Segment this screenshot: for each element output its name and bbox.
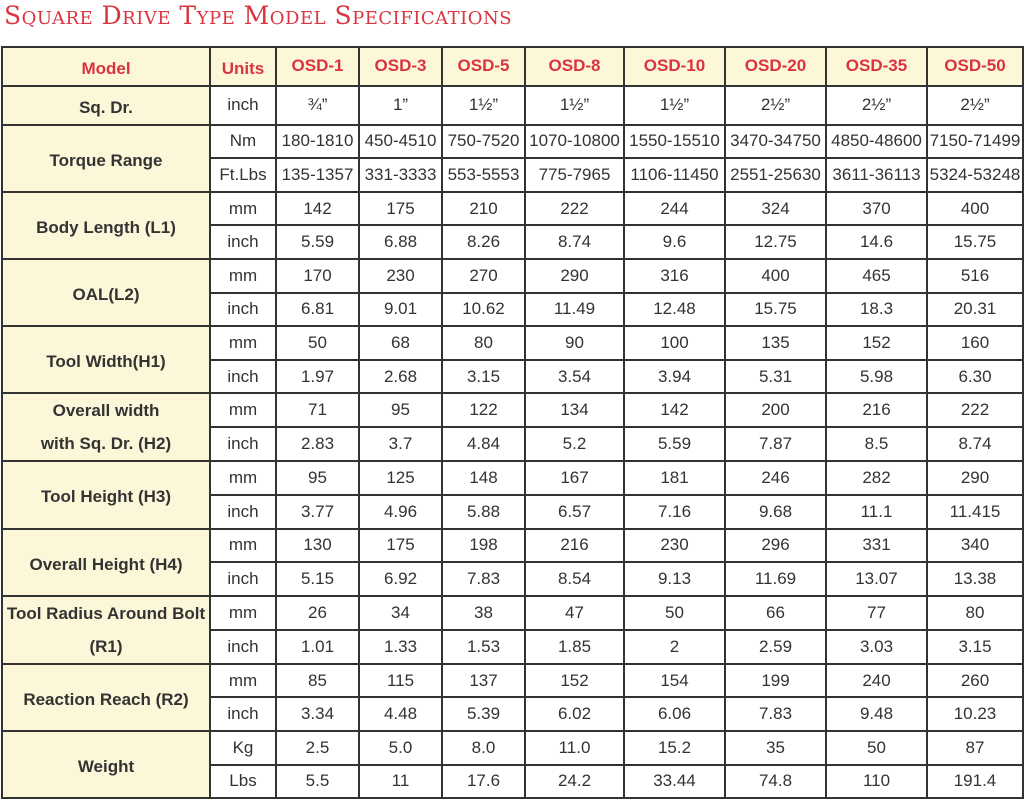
- value-cell: 47: [525, 596, 624, 630]
- value-cell: 230: [624, 529, 725, 563]
- header-model-osd-8: OSD-8: [525, 47, 624, 86]
- value-cell: 11.49: [525, 293, 624, 327]
- value-cell: 100: [624, 326, 725, 360]
- value-cell: 80: [442, 326, 525, 360]
- value-cell: 68: [359, 326, 442, 360]
- value-cell: 154: [624, 664, 725, 698]
- header-units: Units: [210, 47, 276, 86]
- parameter-label: Tool Width(H1): [2, 326, 210, 393]
- value-cell: 10.62: [442, 293, 525, 327]
- value-cell: 6.88: [359, 225, 442, 259]
- value-cell: 4.84: [442, 427, 525, 461]
- value-cell: 7.16: [624, 495, 725, 529]
- value-cell: 122: [442, 393, 525, 427]
- value-cell: 6.02: [525, 697, 624, 731]
- value-cell: 7.87: [725, 427, 826, 461]
- value-cell: 11: [359, 765, 442, 799]
- value-cell: 66: [725, 596, 826, 630]
- value-cell: 200: [725, 393, 826, 427]
- value-cell: 5.88: [442, 495, 525, 529]
- value-cell: 3.77: [276, 495, 359, 529]
- value-cell: 6.30: [927, 360, 1023, 394]
- unit-cell: inch: [210, 697, 276, 731]
- value-cell: 71: [276, 393, 359, 427]
- unit-cell: mm: [210, 529, 276, 563]
- table-row: [2, 596, 1023, 630]
- value-cell: 5.0: [359, 731, 442, 765]
- parameter-label-line2: with Sq. Dr. (H2): [40, 434, 172, 454]
- value-cell: 5.59: [276, 225, 359, 259]
- value-cell: 2½”: [927, 86, 1023, 125]
- value-cell: 3.15: [927, 630, 1023, 664]
- value-cell: 135: [725, 326, 826, 360]
- value-cell: 290: [525, 259, 624, 293]
- value-cell: 6.06: [624, 697, 725, 731]
- value-cell: 450-4510: [359, 125, 442, 159]
- value-cell: 17.6: [442, 765, 525, 799]
- value-cell: 216: [525, 529, 624, 563]
- value-cell: 13.07: [826, 562, 927, 596]
- value-cell: 3611-36113: [826, 158, 927, 192]
- value-cell: 3.54: [525, 360, 624, 394]
- value-cell: 400: [725, 259, 826, 293]
- value-cell: 3.94: [624, 360, 725, 394]
- value-cell: 240: [826, 664, 927, 698]
- value-cell: 222: [927, 393, 1023, 427]
- value-cell: 331-3333: [359, 158, 442, 192]
- value-cell: 7.83: [725, 697, 826, 731]
- value-cell: 175: [359, 529, 442, 563]
- value-cell: 5324-53248: [927, 158, 1023, 192]
- value-cell: 15.2: [624, 731, 725, 765]
- value-cell: 15.75: [927, 225, 1023, 259]
- value-cell: 516: [927, 259, 1023, 293]
- value-cell: 191.4: [927, 765, 1023, 799]
- header-model: Model: [2, 47, 210, 86]
- parameter-label: Torque Range: [2, 125, 210, 192]
- value-cell: 9.13: [624, 562, 725, 596]
- value-cell: 1”: [359, 86, 442, 125]
- unit-cell: mm: [210, 259, 276, 293]
- value-cell: 1.53: [442, 630, 525, 664]
- value-cell: 12.75: [725, 225, 826, 259]
- value-cell: 5.31: [725, 360, 826, 394]
- unit-cell: mm: [210, 393, 276, 427]
- value-cell: 316: [624, 259, 725, 293]
- value-cell: 5.39: [442, 697, 525, 731]
- value-cell: 1½”: [624, 86, 725, 125]
- value-cell: 175: [359, 192, 442, 226]
- value-cell: 1070-10800: [525, 125, 624, 159]
- value-cell: 3470-34750: [725, 125, 826, 159]
- table-row: [2, 86, 1023, 125]
- value-cell: 6.92: [359, 562, 442, 596]
- value-cell: 290: [927, 461, 1023, 495]
- parameter-label-line2: (R1): [89, 636, 123, 656]
- value-cell: 152: [525, 664, 624, 698]
- value-cell: 50: [624, 596, 725, 630]
- value-cell: 2.83: [276, 427, 359, 461]
- value-cell: 9.6: [624, 225, 725, 259]
- table-row: [2, 259, 1023, 293]
- header-model-osd-35: OSD-35: [826, 47, 927, 86]
- value-cell: 7150-71499: [927, 125, 1023, 159]
- value-cell: 34: [359, 596, 442, 630]
- value-cell: 137: [442, 664, 525, 698]
- parameter-label: Body Length (L1): [2, 192, 210, 259]
- value-cell: 20.31: [927, 293, 1023, 327]
- value-cell: 260: [927, 664, 1023, 698]
- unit-cell: mm: [210, 461, 276, 495]
- value-cell: 130: [276, 529, 359, 563]
- value-cell: 24.2: [525, 765, 624, 799]
- value-cell: 2½”: [725, 86, 826, 125]
- unit-cell: Nm: [210, 125, 276, 159]
- value-cell: 11.1: [826, 495, 927, 529]
- value-cell: ¾”: [276, 86, 359, 125]
- value-cell: 148: [442, 461, 525, 495]
- value-cell: 50: [826, 731, 927, 765]
- value-cell: 6.81: [276, 293, 359, 327]
- value-cell: 90: [525, 326, 624, 360]
- header-model-osd-10: OSD-10: [624, 47, 725, 86]
- value-cell: 3.15: [442, 360, 525, 394]
- value-cell: 282: [826, 461, 927, 495]
- value-cell: 87: [927, 731, 1023, 765]
- value-cell: 9.48: [826, 697, 927, 731]
- value-cell: 80: [927, 596, 1023, 630]
- value-cell: 8.5: [826, 427, 927, 461]
- table-row: [2, 731, 1023, 765]
- unit-cell: inch: [210, 562, 276, 596]
- value-cell: 115: [359, 664, 442, 698]
- unit-cell: inch: [210, 86, 276, 125]
- value-cell: 8.74: [927, 427, 1023, 461]
- value-cell: 1.97: [276, 360, 359, 394]
- table-row: [2, 529, 1023, 563]
- unit-cell: mm: [210, 596, 276, 630]
- value-cell: 222: [525, 192, 624, 226]
- header-model-osd-1: OSD-1: [276, 47, 359, 86]
- value-cell: 3.7: [359, 427, 442, 461]
- value-cell: 9.68: [725, 495, 826, 529]
- value-cell: 8.0: [442, 731, 525, 765]
- value-cell: 74.8: [725, 765, 826, 799]
- parameter-label: [2, 393, 210, 461]
- value-cell: 8.54: [525, 562, 624, 596]
- value-cell: 2.68: [359, 360, 442, 394]
- value-cell: 8.26: [442, 225, 525, 259]
- header-model-osd-3: OSD-3: [359, 47, 442, 86]
- value-cell: 2.59: [725, 630, 826, 664]
- value-cell: 110: [826, 765, 927, 799]
- value-cell: 244: [624, 192, 725, 226]
- value-cell: 3.03: [826, 630, 927, 664]
- table-row: [2, 326, 1023, 360]
- value-cell: 1550-15510: [624, 125, 725, 159]
- value-cell: 4.96: [359, 495, 442, 529]
- value-cell: 2½”: [826, 86, 927, 125]
- value-cell: 5.5: [276, 765, 359, 799]
- value-cell: 296: [725, 529, 826, 563]
- value-cell: 14.6: [826, 225, 927, 259]
- value-cell: 142: [276, 192, 359, 226]
- specifications-table: [1, 46, 1024, 799]
- value-cell: 181: [624, 461, 725, 495]
- value-cell: 7.83: [442, 562, 525, 596]
- unit-cell: inch: [210, 360, 276, 394]
- value-cell: 160: [927, 326, 1023, 360]
- value-cell: 77: [826, 596, 927, 630]
- value-cell: 38: [442, 596, 525, 630]
- value-cell: 170: [276, 259, 359, 293]
- unit-cell: Ft.Lbs: [210, 158, 276, 192]
- value-cell: 5.15: [276, 562, 359, 596]
- table-row: [2, 393, 1023, 427]
- value-cell: 1½”: [525, 86, 624, 125]
- parameter-label: Tool Height (H3): [2, 461, 210, 528]
- value-cell: 1½”: [442, 86, 525, 125]
- value-cell: 1106-11450: [624, 158, 725, 192]
- table-row: [2, 664, 1023, 698]
- value-cell: 18.3: [826, 293, 927, 327]
- unit-cell: mm: [210, 326, 276, 360]
- table-row: [2, 192, 1023, 226]
- value-cell: 2551-25630: [725, 158, 826, 192]
- unit-cell: inch: [210, 427, 276, 461]
- value-cell: 95: [359, 393, 442, 427]
- value-cell: 553-5553: [442, 158, 525, 192]
- value-cell: 167: [525, 461, 624, 495]
- unit-cell: Kg: [210, 731, 276, 765]
- value-cell: 85: [276, 664, 359, 698]
- value-cell: 230: [359, 259, 442, 293]
- value-cell: 152: [826, 326, 927, 360]
- value-cell: 11.0: [525, 731, 624, 765]
- value-cell: 26: [276, 596, 359, 630]
- value-cell: 775-7965: [525, 158, 624, 192]
- value-cell: 180-1810: [276, 125, 359, 159]
- value-cell: 465: [826, 259, 927, 293]
- value-cell: 5.2: [525, 427, 624, 461]
- value-cell: 10.23: [927, 697, 1023, 731]
- value-cell: 135-1357: [276, 158, 359, 192]
- parameter-label: Sq. Dr.: [2, 86, 210, 125]
- parameter-label: Overall Height (H4): [2, 529, 210, 596]
- value-cell: 8.74: [525, 225, 624, 259]
- value-cell: 13.38: [927, 562, 1023, 596]
- header-model-osd-5: OSD-5: [442, 47, 525, 86]
- unit-cell: mm: [210, 664, 276, 698]
- unit-cell: inch: [210, 225, 276, 259]
- unit-cell: Lbs: [210, 765, 276, 799]
- value-cell: 5.59: [624, 427, 725, 461]
- table-row: [2, 461, 1023, 495]
- unit-cell: inch: [210, 293, 276, 327]
- parameter-label-line1: Overall width: [52, 401, 160, 421]
- value-cell: 198: [442, 529, 525, 563]
- value-cell: 246: [725, 461, 826, 495]
- value-cell: 15.75: [725, 293, 826, 327]
- value-cell: 6.57: [525, 495, 624, 529]
- table-header-row: [2, 47, 1023, 86]
- header-model-osd-20: OSD-20: [725, 47, 826, 86]
- value-cell: 11.415: [927, 495, 1023, 529]
- parameter-label-line1: Tool Radius Around Bolt: [6, 603, 206, 623]
- unit-cell: inch: [210, 630, 276, 664]
- value-cell: 4.48: [359, 697, 442, 731]
- parameter-label: Weight: [2, 731, 210, 798]
- value-cell: 2: [624, 630, 725, 664]
- value-cell: 400: [927, 192, 1023, 226]
- value-cell: 50: [276, 326, 359, 360]
- value-cell: 210: [442, 192, 525, 226]
- value-cell: 9.01: [359, 293, 442, 327]
- table-row: [2, 125, 1023, 159]
- value-cell: 370: [826, 192, 927, 226]
- value-cell: 1.85: [525, 630, 624, 664]
- parameter-label: [2, 596, 210, 664]
- value-cell: 4850-48600: [826, 125, 927, 159]
- value-cell: 199: [725, 664, 826, 698]
- header-model-osd-50: OSD-50: [927, 47, 1023, 86]
- value-cell: 216: [826, 393, 927, 427]
- value-cell: 750-7520: [442, 125, 525, 159]
- unit-cell: inch: [210, 495, 276, 529]
- value-cell: 12.48: [624, 293, 725, 327]
- value-cell: 2.5: [276, 731, 359, 765]
- value-cell: 340: [927, 529, 1023, 563]
- value-cell: 1.01: [276, 630, 359, 664]
- value-cell: 11.69: [725, 562, 826, 596]
- value-cell: 331: [826, 529, 927, 563]
- value-cell: 1.33: [359, 630, 442, 664]
- value-cell: 5.98: [826, 360, 927, 394]
- value-cell: 270: [442, 259, 525, 293]
- parameter-label: OAL(L2): [2, 259, 210, 326]
- value-cell: 125: [359, 461, 442, 495]
- value-cell: 142: [624, 393, 725, 427]
- parameter-label: Reaction Reach (R2): [2, 664, 210, 731]
- page-title: Square Drive Type Model Specifications: [4, 1, 513, 30]
- value-cell: 33.44: [624, 765, 725, 799]
- value-cell: 134: [525, 393, 624, 427]
- value-cell: 324: [725, 192, 826, 226]
- value-cell: 35: [725, 731, 826, 765]
- value-cell: 3.34: [276, 697, 359, 731]
- unit-cell: mm: [210, 192, 276, 226]
- value-cell: 95: [276, 461, 359, 495]
